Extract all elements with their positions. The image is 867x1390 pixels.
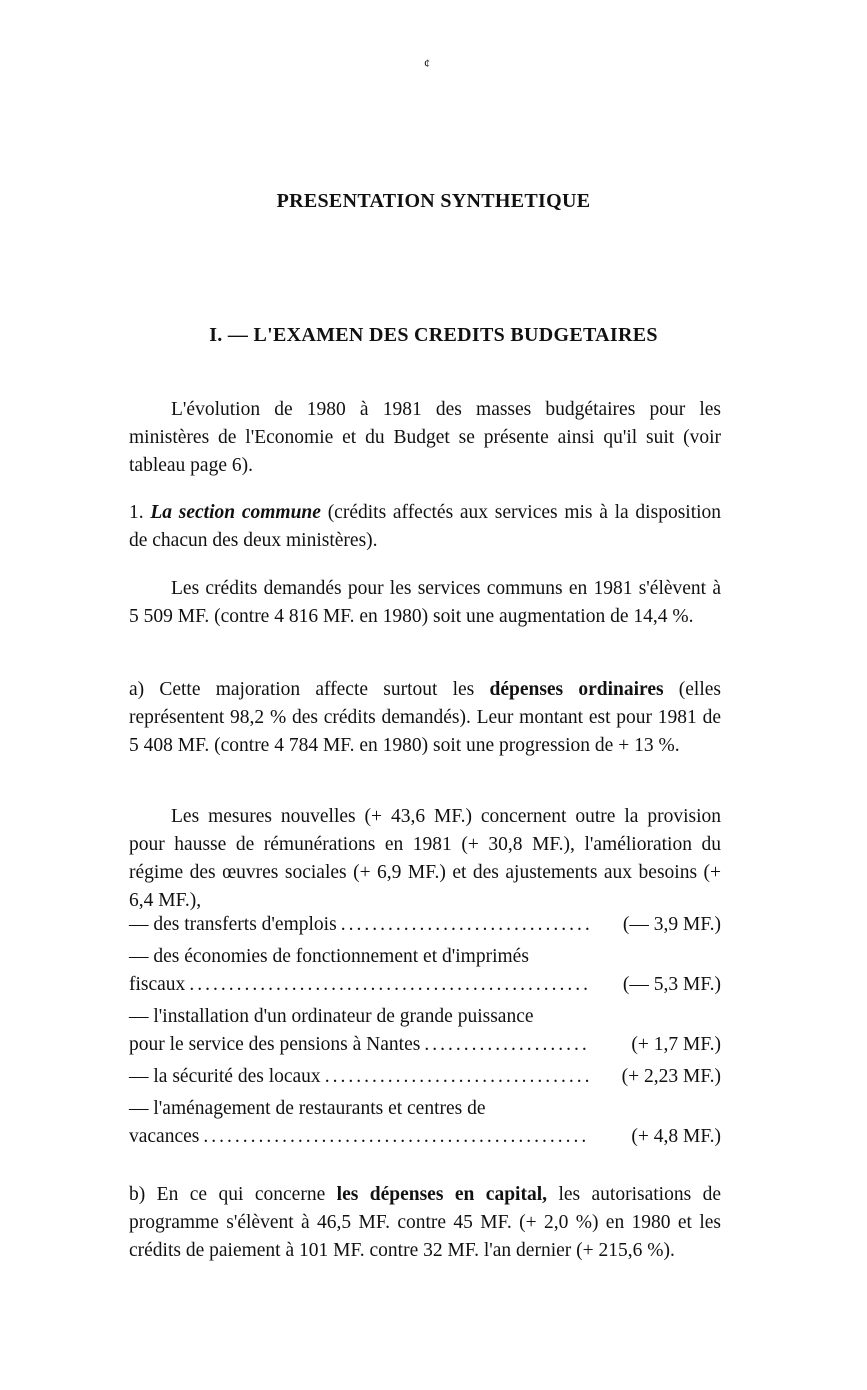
list-item-label: — la sécurité des locaux <box>129 1066 321 1087</box>
list-item-value: (+ 1,7 MF.) <box>631 1034 721 1055</box>
list-item <box>129 1063 721 1091</box>
paragraph-depenses-ordinaires <box>129 676 721 760</box>
list-item-label: fiscaux <box>129 974 186 995</box>
leader-dots <box>424 1031 589 1059</box>
section-title: I. — L'EXAMEN DES CREDITS BUDGETAIRES <box>209 324 658 346</box>
list-item <box>129 911 721 939</box>
list-item-line1: — des économies de fonctionnement et d'imprimés <box>129 946 529 967</box>
page-mark: ¢ <box>424 56 430 70</box>
depenses-capital-prefix: b) En ce qui concerne <box>129 1184 326 1205</box>
paragraph-section-commune <box>129 499 721 555</box>
depenses-ordinaires-prefix: a) Cette majoration affecte surtout les <box>129 679 475 700</box>
list-item-label: pour le service des pensions à Nantes <box>129 1034 421 1055</box>
list-item-value: (+ 2,23 MF.) <box>621 1066 721 1087</box>
section-commune-text: (crédits affectés aux services mis à la disposition de chacun des deux ministères). <box>129 502 722 551</box>
list-item-line1: — l'aménagement de restaurants et centres de <box>129 1098 486 1119</box>
depenses-capital-term: les dépenses en capital, <box>336 1184 547 1205</box>
list-item-value: (— 5,3 MF.) <box>622 974 721 995</box>
list-item <box>129 943 721 999</box>
leader-dots <box>189 971 589 999</box>
list-item <box>129 1003 721 1059</box>
paragraph-depenses-capital <box>129 1181 721 1265</box>
list-item <box>129 1095 721 1151</box>
leader-dots <box>341 911 589 939</box>
leader-dots <box>203 1123 589 1151</box>
page-title: PRESENTATION SYNTHETIQUE <box>276 190 591 212</box>
paragraph-intro: L'évolution de 1980 à 1981 des masses budgétaires pour les ministères de l'Economie et du Budget se présente ainsi qu'il suit (voir tableau page 6). <box>129 399 721 476</box>
list-item-value: (+ 4,8 MF.) <box>631 1126 721 1147</box>
list-item-label: vacances <box>129 1126 200 1147</box>
depenses-ordinaires-term: dépenses ordinaires <box>489 679 664 700</box>
leader-dots <box>325 1063 589 1091</box>
paragraph-credits-demandes: Les crédits demandés pour les services communs en 1981 s'élèvent à 5 509 MF. (contre 4 816 MF. en 1980) soit une augmentation de 14,4 %. <box>129 578 721 627</box>
item-number: 1. <box>129 502 144 523</box>
depenses-ordinaires-text: (elles représentent 98,2 % des crédits demandés). Leur montant est pour 1981 de 5 408 MF. (contre 4 784 MF. en 1980) soit une progression de + 13 %. <box>129 679 722 756</box>
depenses-capital-text: les autorisations de programme s'élèvent à 46,5 MF. contre 45 MF. (+ 2,0 %) en 1980 et les crédits de paiement à 101 MF. contre 32 MF. l'an dernier (+ 215,6 %). <box>129 1184 722 1261</box>
measures-list <box>129 911 721 1155</box>
list-item-value: (— 3,9 MF.) <box>622 914 721 935</box>
list-item-label: — des transferts d'emplois <box>129 914 337 935</box>
paragraph-mesures-nouvelles: Les mesures nouvelles (+ 43,6 MF.) concernent outre la provision pour hausse de rémunérations en 1981 (+ 30,8 MF.), l'amélioration du régime des œuvres sociales (+ 6,9 MF.) et des ajustements aux besoins (+ 6,4 MF.), <box>129 806 721 911</box>
section-commune-heading: La section commune <box>150 502 321 523</box>
list-item-line1: — l'installation d'un ordinateur de grande puissance <box>129 1006 534 1027</box>
